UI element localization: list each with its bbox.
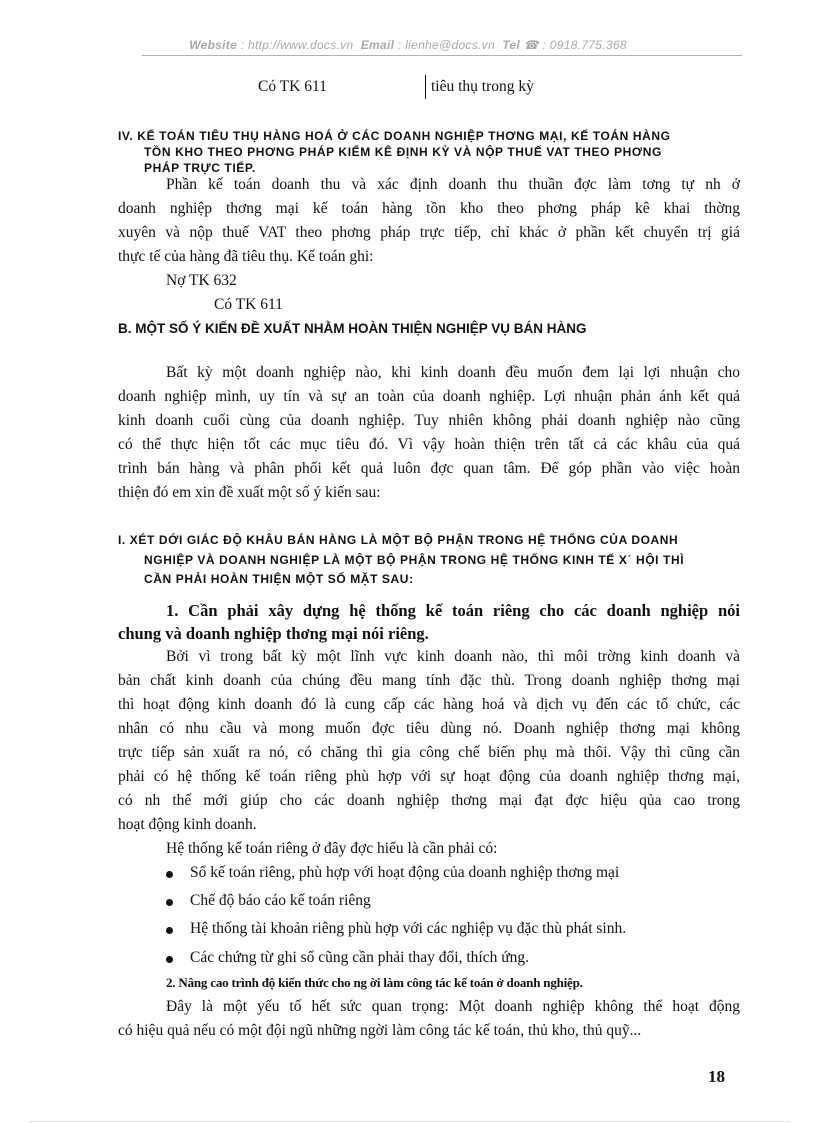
item1-title-line: chung và doanh nghiệp thơng mại nói riêng. xyxy=(118,624,429,643)
para2-line: doanh nghiệp mình, uy tín và sự an toàn của doanh nghiệp. Lợi nhuận phản ánh kết quả xyxy=(118,388,740,405)
para4: Hệ thống kế toán riêng ở đây đợc hiểu là cần phải có: xyxy=(166,840,498,857)
para2-line: kinh doanh cuối cùng của doanh nghiệp. Tuy nhiên không phải doanh nghiệp nào cũng xyxy=(118,412,740,429)
bullet-item: Chế độ báo cáo kế toán riêng xyxy=(190,892,371,909)
website-value: : http://www.docs.vn xyxy=(240,38,354,52)
para3-line: bản chất kinh doanh của chúng đều mang tính đặc thù. Trong doanh nghiệp thơng mại xyxy=(118,672,740,689)
section-iv-heading-line1: IV. KẾ TOÁN TIÊU THỤ HÀNG HOÁ Ở CÁC DOANH NGHIỆP THƠNG MẠI, KẾ TOÁN HÀNG xyxy=(118,129,671,143)
item1-title-line: 1. Cần phải xây dựng hệ thống kế toán riêng cho các doanh nghiệp nói xyxy=(166,601,740,620)
para2-line: thiện đó em xin đề xuất một số ý kiến sau: xyxy=(118,484,381,501)
page-header xyxy=(0,38,816,52)
para3-line: có nh thế mới giúp cho các doanh nghiệp thơng mại đạt đợc hiệu qủa cao trong xyxy=(118,792,740,809)
section-iv-heading-line3: PHÁP TRỰC TIẾP. xyxy=(144,161,256,175)
bullet-dot xyxy=(166,899,173,906)
section-i-heading-line3: CẦN PHẢI HOÀN THIỆN MỘT SỐ MẶT SAU: xyxy=(144,572,414,586)
para3-line: hoạt động kinh doanh. xyxy=(118,816,257,833)
para3-line: nhân có nhu cầu và mong muốn đợc tiêu dùng nó. Doanh nghiệp thơng mại không xyxy=(118,720,740,737)
email-value: : lienhe@docs.vn xyxy=(397,38,495,52)
bullet-item: Các chứng từ ghi sổ cũng cần phải thay đổi, thích ứng. xyxy=(190,949,530,966)
para1-line: Phần kế toán doanh thu và xác định doanh thu thuần đợc làm tơng tự nh ở xyxy=(166,176,740,193)
page-number: 18 xyxy=(708,1067,725,1086)
para2-line: trình bán hàng và phân phối kết quả luôn đợc quan tâm. Để góp phần vào việc hoàn xyxy=(118,460,740,477)
section-b-heading: B. MỘT SỐ Ý KIẾN ĐỀ XUẤT NHẰM HOÀN THIỆN NGHIỆP VỤ BÁN HÀNG xyxy=(118,321,587,336)
tel-label: Tel xyxy=(502,38,521,52)
item2-title: 2. Nâng cao trình độ kiến thức cho ng ời làm công tác kế toán ở doanh nghiệp. xyxy=(166,975,583,990)
para5-line: có hiệu quả nếu có một đội ngũ những ngời làm công tác kế toán, thủ kho, thủ quỹ... xyxy=(118,1022,642,1039)
para1-line: doanh nghiệp thơng mại kế toán hàng tồn kho theo phơng pháp kê khai thờng xyxy=(118,200,740,217)
para2-line: Bất kỳ một doanh nghiệp nào, khi kinh doanh đều muốn đem lại lợi nhuận cho xyxy=(166,364,740,381)
para1-line: thực tế của hàng đã tiêu thụ. Kế toán ghi: xyxy=(118,248,374,265)
tel-value: ☎ : 0918.775.368 xyxy=(523,38,627,52)
section-i-heading-line1: I. XÉT DỚI GIÁC ĐỘ KHÂU BÁN HÀNG LÀ MỘT BỘ PHẬN TRONG HỆ THỐNG CỦA DOANH xyxy=(118,533,679,547)
bullet-dot xyxy=(166,927,173,934)
bullet-item: Hệ thống tài khoản riêng phù hợp với các nghiệp vụ đặc thù phát sinh. xyxy=(190,920,627,937)
bullet-dot xyxy=(166,956,173,963)
para2-line: có thể thực hiện tốt các mục tiêu đó. Vì vậy hoàn thiện trên tất cả các khâu của quá xyxy=(118,436,740,453)
top-row-left: Có TK 611 xyxy=(258,78,327,95)
column-divider xyxy=(425,75,426,99)
bullet-item: Sổ kế toán riêng, phù hợp với hoạt động của doanh nghiệp thơng mại xyxy=(190,864,620,881)
section-iv-heading-line2: TỒN KHO THEO PHƠNG PHÁP KIỂM KÊ ĐỊNH KỲ VÀ NỘP THUẾ VAT THEO PHƠNG xyxy=(144,145,662,159)
email-label: Email xyxy=(360,38,395,52)
top-row-right: tiêu thụ trong kỳ xyxy=(431,78,534,95)
header-divider xyxy=(142,55,742,56)
section-i-heading-line2: NGHIỆP VÀ DOANH NGHIỆP LÀ MỘT BỘ PHẬN TRONG HỆ THỐNG KINH TẾ X˙ HỘI THÌ xyxy=(144,553,685,567)
bullet-dot xyxy=(166,871,173,878)
debit-entry: Nợ TK 632 xyxy=(166,272,237,289)
credit-entry: Có TK 611 xyxy=(214,296,283,313)
para3-line: phải có hệ thống kế toán riêng phù hợp với sự hoạt động của doanh nghiệp thơng mại, xyxy=(118,768,740,785)
website-label: Website xyxy=(189,38,238,52)
para1-line: xuyên và nộp thuế VAT theo phơng pháp trực tiếp, chỉ khác ở phần kết chuyển trị giá xyxy=(118,224,740,241)
footer-divider xyxy=(30,1121,790,1122)
para3-line: thì hoạt động kinh doanh đó là cung cấp các hàng hoá và dịch vụ đến các tổ chức, các xyxy=(118,696,740,713)
para3-line: Bởi vì trong bất kỳ một lĩnh vực kinh doanh nào, thì môi trờng kinh doanh và xyxy=(166,648,740,665)
para5-line: Đây là một yếu tố hết sức quan trọng: Một doanh nghiệp không thể hoạt động xyxy=(166,998,740,1015)
para3-line: trực tiếp sản xuất ra nó, có chăng thì gia công chế biến phụ mà thôi. Vậy thì cũng cần xyxy=(118,744,740,761)
